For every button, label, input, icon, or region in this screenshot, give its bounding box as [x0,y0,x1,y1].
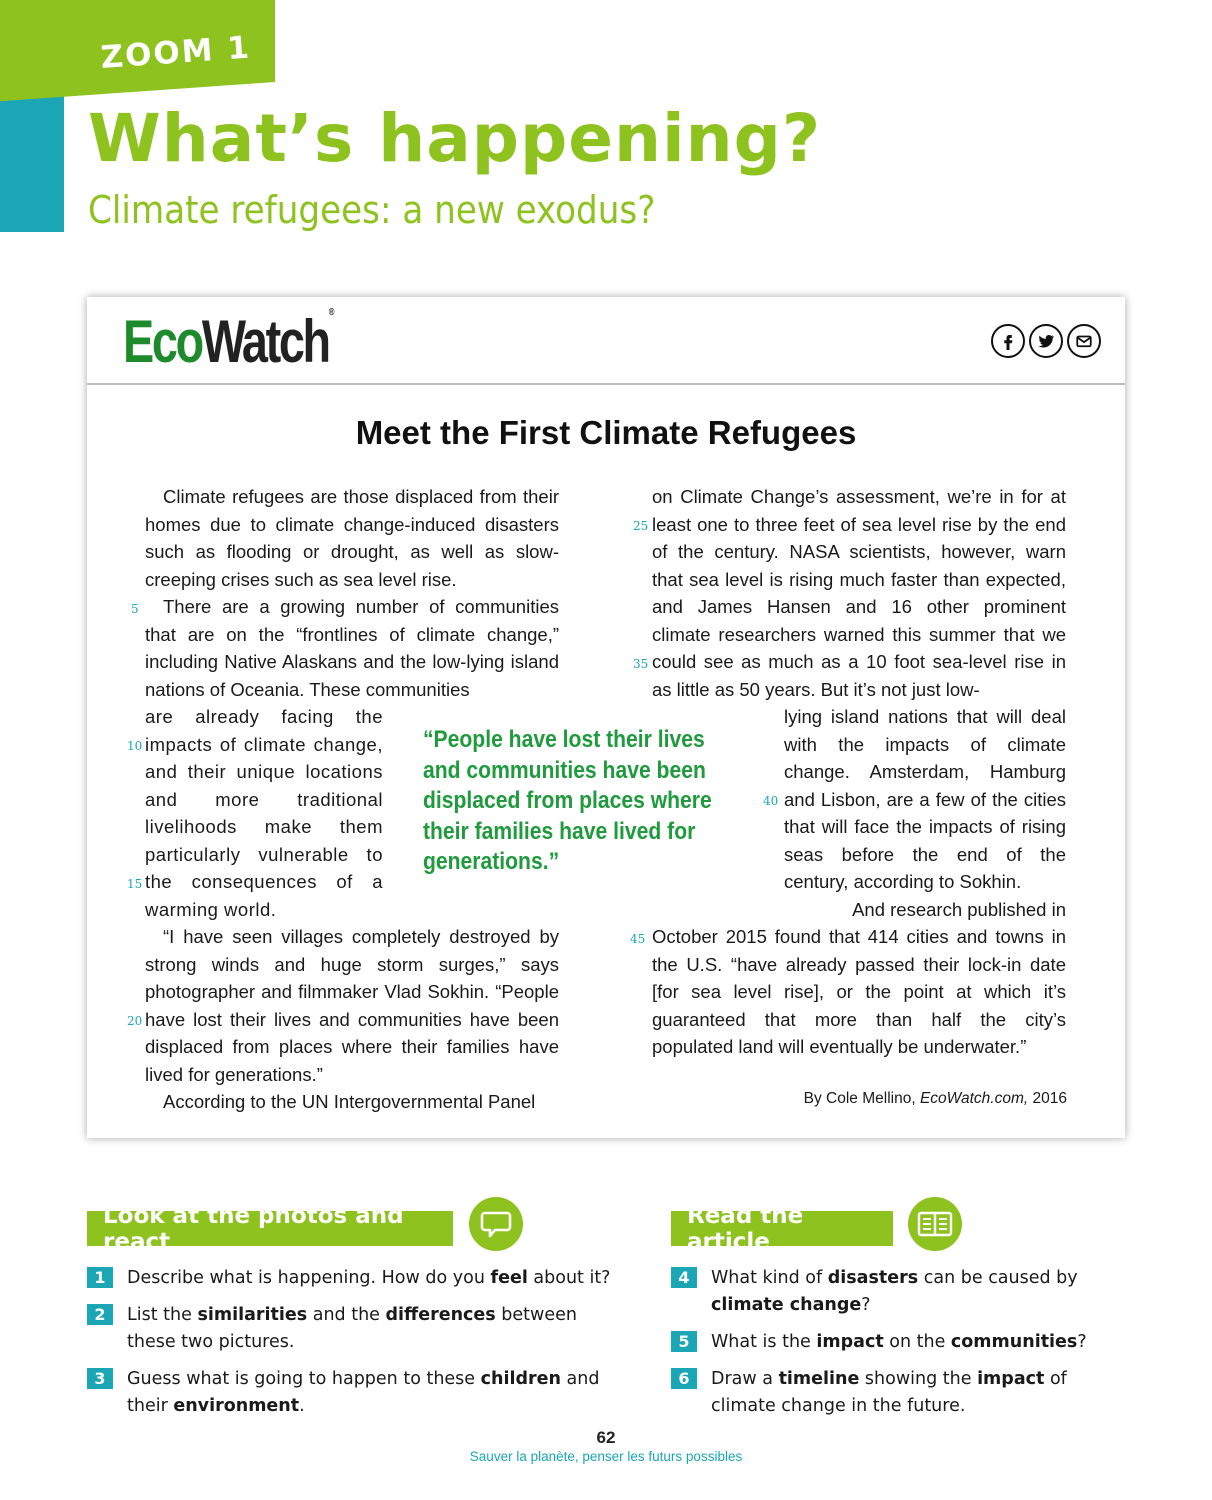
article-right-column [652,483,1066,703]
photos-question-list [87,1265,617,1430]
email-icon[interactable] [1067,324,1101,358]
question-keyword: climate change [711,1295,862,1315]
article-question-list [671,1265,1131,1430]
question-text: What kind of [711,1268,828,1288]
question-number: 4 [671,1267,697,1288]
article-left-column [145,483,559,703]
question-text: List the [127,1305,198,1325]
question-text: can be caused by [918,1268,1078,1288]
question-number: 3 [87,1368,113,1389]
speech-bubble-icon [469,1197,523,1251]
question-text: Guess what is going to happen to these [127,1369,481,1389]
article-right-narrow [784,703,1066,923]
question-item [87,1265,617,1292]
question-number: 1 [87,1267,113,1288]
question-keyword: disasters [827,1268,919,1288]
question-text: about it? [527,1268,611,1288]
logo-watch-text: Watch [201,308,329,375]
byline-author: By Cole Mellino, [803,1090,920,1107]
book-icon [908,1197,962,1251]
question-text: ? [1077,1332,1087,1352]
question-text: of climate change in the future. [711,1369,1067,1416]
question-item [671,1265,1131,1319]
card-header [87,297,1125,385]
line-number: 45 [630,932,646,946]
facebook-icon[interactable] [991,324,1025,358]
page-number: 62 [596,1428,616,1447]
article-left-lower [145,923,559,1116]
question-text: What is the [711,1332,817,1352]
article-byline [804,1090,1067,1108]
question-keyword: impact [816,1332,884,1352]
line-number: 15 [127,877,143,891]
zoom-label: ZOOM 1 [99,29,253,76]
line-number: 5 [131,602,139,616]
question-number: 6 [671,1368,697,1389]
article-left-narrow [145,703,383,923]
twitter-icon[interactable] [1029,324,1063,358]
page-subtitle: Climate refugees: a new exodus? [88,188,656,232]
byline-source: EcoWatch.com, [919,1090,1029,1107]
question-keyword: timeline [778,1369,860,1389]
section-heading-photos: Look at the photos and react [87,1211,453,1246]
line-number: 25 [633,519,649,533]
question-item [671,1329,1131,1356]
article-paragraph: October 2015 found that 414 cities and towns in the U.S. “have already passed their lock-in date [for sea level rise], or the point at which it’s guaranteed that more than half the city’s populated land will eventually be underwater.” [652,926,1066,1057]
question-text: on the [883,1332,951,1352]
line-number: 35 [633,657,649,671]
question-number: 5 [671,1331,697,1352]
question-item [671,1366,1131,1420]
article-paragraph: And research published in [852,898,1066,920]
byline-year: 2016 [1028,1090,1067,1107]
article-paragraph: Climate refugees are those displaced from their homes due to climate change-induced disasters such as flooding or drought, as well as slow-creeping crises such as sea level rise. [145,486,559,590]
article-paragraph: According to the UN Intergovernmental Panel [163,1091,536,1112]
question-text: Describe what is happening. How do you [127,1268,491,1288]
question-text: between these two pictures. [127,1305,577,1352]
page-title: What’s happening? [88,100,822,177]
question-item [87,1302,617,1356]
article-paragraph: on Climate Change’s assessment, we’re in for at least one to three feet of sea level rise by the end of the century. NASA scientists, however, warn that sea level is rising much faster than expected, and James Hansen and 16 other prominent climate researchers warned this summer that we could see as much as a 10 foot sea-level rise in as little as 50 years. But it’s not just low- [652,486,1066,700]
pull-quote: “People have lost their lives and communities have been displaced from places where their families have lived for generations.” [423,726,712,875]
ecowatch-logo[interactable] [123,307,335,376]
line-number: 10 [127,739,143,753]
line-number: 40 [763,794,779,808]
article-paragraph: are already facing the impacts of climate change, and their unique locations and more traditional livelihoods make them particularly vulnerable to the consequences of a warming world. [145,706,383,920]
question-number: 2 [87,1304,113,1325]
question-text: ? [861,1295,871,1315]
article-title: Meet the First Climate Refugees [355,414,857,451]
footer-text: Sauver la planète, penser les futurs possibles [469,1449,743,1464]
question-text: and their [127,1369,600,1416]
share-buttons [991,324,1101,358]
article-paragraph: There are a growing number of communities that are on the “frontlines of climate change,” including Native Alaskans and the low-lying island nations of Oceania. These communities [145,596,559,700]
question-keyword: similarities [197,1305,308,1325]
article-paragraph: lying island nations that will deal with the impacts of climate change. Amsterdam, Hamburg and Lisbon, are a few of the cities that will face the impacts of rising seas before the end of the century, according to Sokhin. [784,706,1066,892]
question-text: and the [307,1305,386,1325]
question-item [87,1366,617,1420]
article-paragraph: “I have seen villages completely destroyed by strong winds and huge storm surges,” says photographer and filmmaker Vlad Sokhin. “People have lost their lives and communities have been displaced from places where their families have lived for generations.” [145,926,559,1085]
article-right-lower [652,923,1066,1061]
question-text: Draw a [711,1369,779,1389]
question-keyword: impact [977,1369,1045,1389]
article-card [87,297,1125,1138]
section-heading-article: Read the article [671,1211,893,1246]
logo-registered-mark: ® [328,307,335,318]
logo-eco-text: Eco [123,308,202,375]
question-keyword: environment [173,1396,300,1416]
question-text: showing the [859,1369,978,1389]
line-number: 20 [127,1014,143,1028]
question-keyword: communities [950,1332,1078,1352]
question-keyword: children [480,1369,561,1389]
question-keyword: differences [385,1305,496,1325]
question-keyword: feel [490,1268,528,1288]
question-text: . [299,1396,305,1416]
